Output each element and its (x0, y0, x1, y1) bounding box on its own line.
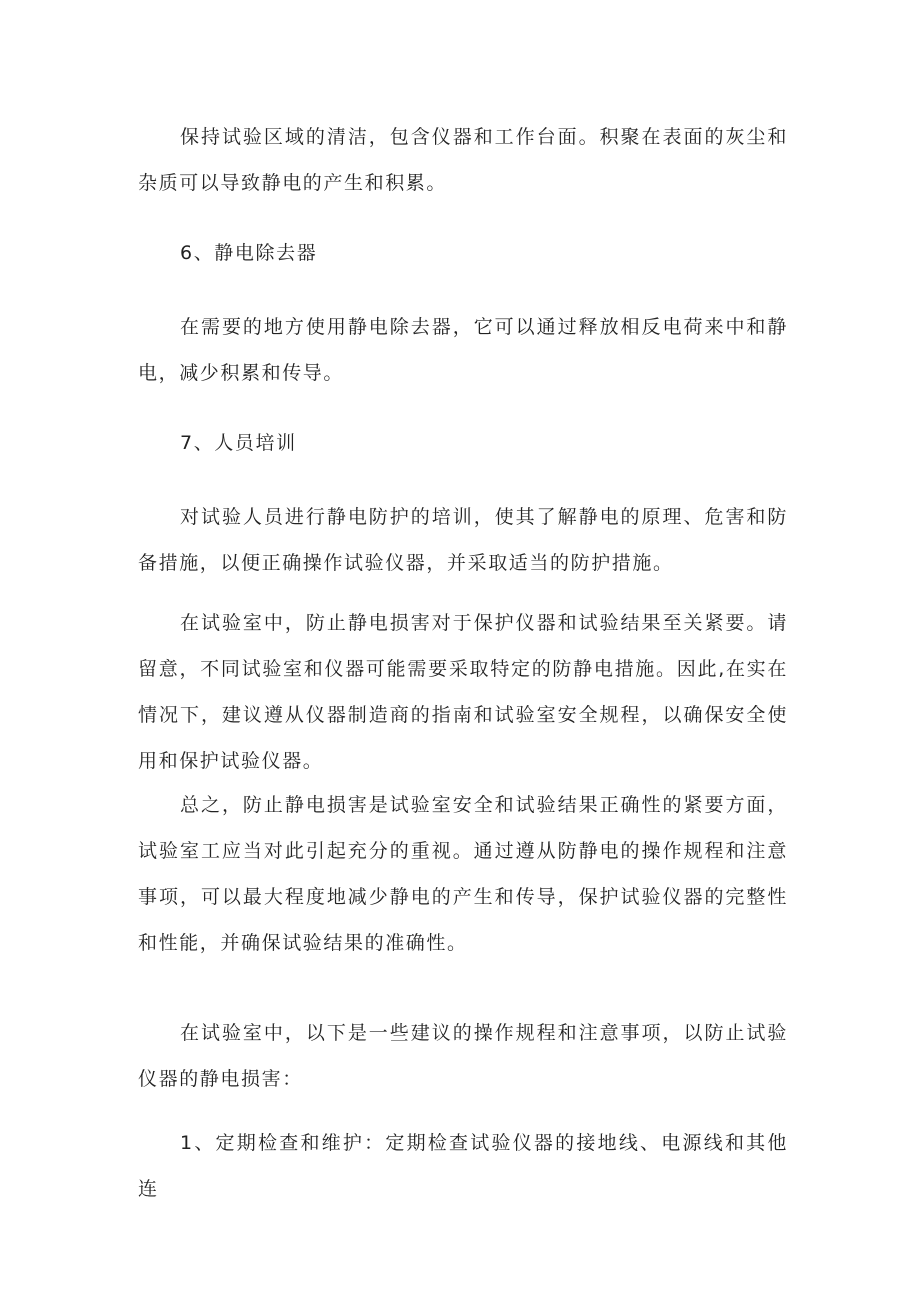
paragraph-rule-1: 1、定期检查和维护：定期检查试验仪器的接地线、电源线和其他连 (138, 1132, 788, 1200)
section-heading-static-eliminator: 6、静电除去器 (180, 242, 318, 264)
paragraph-summary: 总之，防止静电损害是试验室安全和试验结果正确性的紧要方面，试验室工应当对此引起充分的重视。通过遵从防静电的操作规程和注意事项，可以最大程度地减少静电的产生和传导，保护试验仪器的完整性和性能，并确保试验结果的准确性。 (138, 794, 788, 954)
paragraph-static-eliminator: 在需要的地方使用静电除去器，它可以通过释放相反电荷来中和静电，减少积累和传导。 (138, 316, 788, 384)
paragraph-intro-rules: 在试验室中，以下是一些建议的操作规程和注意事项，以防止试验仪器的静电损害： (138, 1022, 788, 1090)
paragraph-prevention: 在试验室中，防止静电损害对于保护仪器和试验结果至关紧要。请留意，不同试验室和仪器可能需要采取特定的防静电措施。因此,在实在情况下，建议遵从仪器制造商的指南和试验室安全规程，以确保安全使用和保护试验仪器。 (138, 612, 788, 772)
section-heading-training: 7、人员培训 (180, 432, 297, 454)
paragraph-cleanliness: 保持试验区域的清洁，包含仪器和工作台面。积聚在表面的灰尘和杂质可以导致静电的产生和积累。 (138, 126, 788, 194)
paragraph-training: 对试验人员进行静电防护的培训，使其了解静电的原理、危害和防备措施，以便正确操作试验仪器，并采取适当的防护措施。 (138, 506, 788, 574)
